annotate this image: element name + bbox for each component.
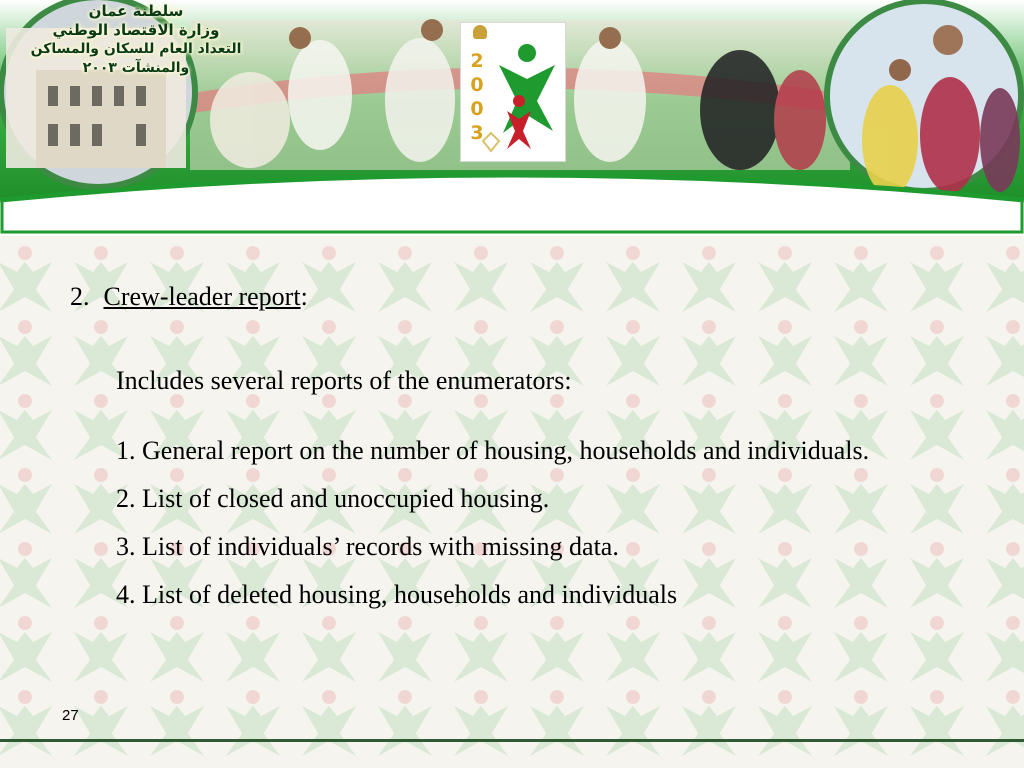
watermark-figure-icon — [598, 684, 668, 764]
list-item: 2. List of closed and unoccupied housing. — [116, 484, 550, 513]
watermark-figure-icon — [0, 462, 60, 542]
watermark-figure-icon — [66, 610, 136, 690]
watermark-figure-icon — [826, 684, 896, 764]
watermark-figure-icon — [674, 314, 744, 394]
page-number: 27 — [62, 707, 79, 724]
watermark-figure-icon — [218, 684, 288, 764]
footer-divider — [0, 739, 1024, 742]
watermark-figure-icon — [750, 314, 820, 394]
watermark-figure-icon — [826, 240, 896, 320]
watermark-figure-icon — [142, 610, 212, 690]
watermark-figure-icon — [0, 240, 60, 320]
watermark-figure-icon — [902, 684, 972, 764]
heading-text: Crew-leader report — [103, 282, 301, 311]
watermark-figure-icon — [66, 684, 136, 764]
watermark-figure-icon — [218, 610, 288, 690]
report-list — [116, 430, 976, 622]
watermark-figure-icon — [902, 240, 972, 320]
watermark-figure-icon — [978, 240, 1024, 320]
census-figures-icon — [461, 23, 565, 161]
watermark-figure-icon — [294, 610, 364, 690]
watermark-figure-icon — [826, 314, 896, 394]
watermark-figure-icon — [0, 684, 60, 764]
watermark-figure-icon — [370, 240, 440, 320]
watermark-figure-icon — [978, 388, 1024, 468]
watermark-figure-icon — [0, 610, 60, 690]
watermark-figure-icon — [674, 610, 744, 690]
watermark-figure-icon — [978, 684, 1024, 764]
watermark-figure-icon — [446, 240, 516, 320]
watermark-figure-icon — [598, 610, 668, 690]
watermark-figure-icon — [0, 388, 60, 468]
watermark-figure-icon — [598, 314, 668, 394]
watermark-figure-icon — [978, 462, 1024, 542]
watermark-figure-icon — [446, 610, 516, 690]
watermark-figure-icon — [902, 610, 972, 690]
watermark-figure-icon — [902, 314, 972, 394]
arabic-title-block — [6, 2, 266, 78]
watermark-figure-icon — [978, 536, 1024, 616]
list-item: 4. List of deleted housing, households and individuals — [116, 580, 678, 609]
watermark-figure-icon — [978, 610, 1024, 690]
header-banner — [0, 0, 1024, 236]
watermark-figure-icon — [370, 610, 440, 690]
watermark-figure-icon — [370, 684, 440, 764]
watermark-figure-icon — [522, 240, 592, 320]
intro-text: Includes several reports of the enumerators: — [116, 366, 572, 395]
watermark-figure-icon — [674, 684, 744, 764]
census-logo — [460, 22, 566, 162]
arabic-title-line-1: سلطنة عمان — [88, 2, 184, 20]
watermark-figure-icon — [826, 610, 896, 690]
watermark-figure-icon — [978, 314, 1024, 394]
slide-heading — [70, 282, 308, 312]
list-item: 3. List of individuals’ records with missing data. — [116, 532, 619, 561]
watermark-figure-icon — [446, 684, 516, 764]
heading-number: 2. — [70, 282, 90, 311]
watermark-figure-icon — [0, 314, 60, 394]
heading-suffix: : — [300, 282, 308, 311]
watermark-figure-icon — [522, 610, 592, 690]
arabic-title-line-3: التعداد العام للسكان والمساكن والمنشآت ٢٠٠٣ — [30, 41, 242, 76]
watermark-figure-icon — [0, 536, 60, 616]
arabic-title-line-2: وزارة الاقتصاد الوطني — [52, 21, 220, 39]
watermark-figure-icon — [598, 240, 668, 320]
logo-year: 2003 — [470, 50, 484, 144]
watermark-figure-icon — [750, 684, 820, 764]
watermark-figure-icon — [750, 240, 820, 320]
watermark-figure-icon — [294, 684, 364, 764]
watermark-figure-icon — [522, 684, 592, 764]
watermark-figure-icon — [674, 240, 744, 320]
watermark-figure-icon — [750, 610, 820, 690]
watermark-figure-icon — [142, 684, 212, 764]
list-item: 1. General report on the number of housing, households and individuals. — [116, 436, 870, 465]
